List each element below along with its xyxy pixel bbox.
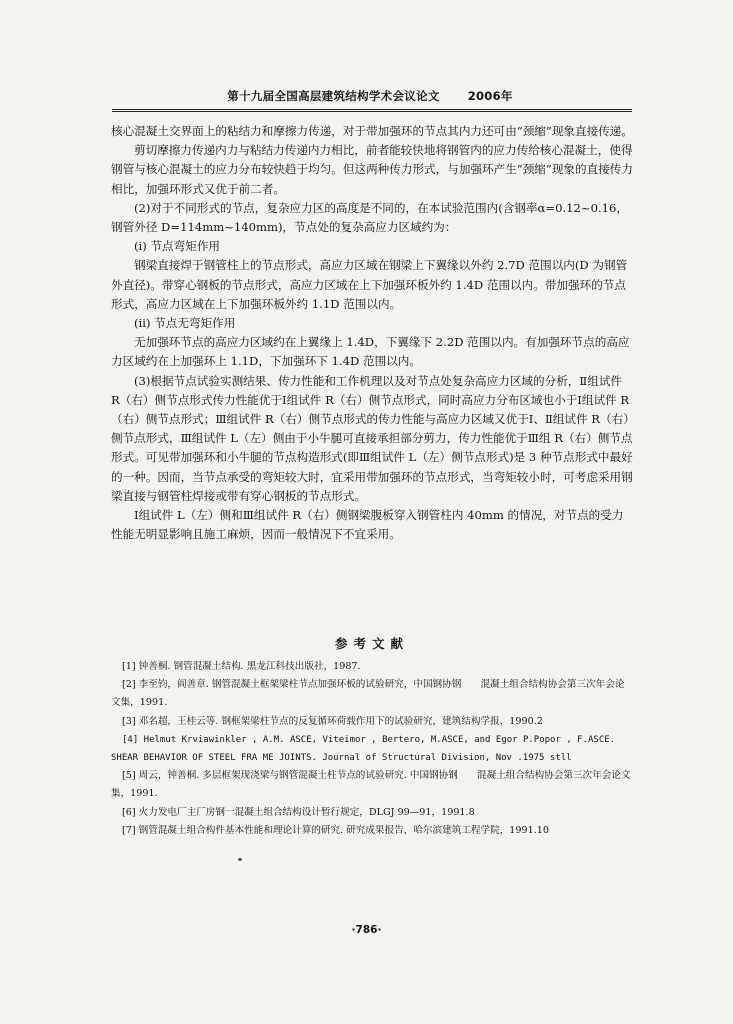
reference-item: [3] 邓名超，王桂云等. 钢框架梁柱节点的反复循环荷载作用下的试验研究，建筑结构学报，1990.2: [122, 715, 543, 727]
references-title: 参考文献: [334, 636, 409, 651]
subsection-heading: (ii) 节点无弯矩作用: [134, 316, 236, 331]
page-number: ·786·: [351, 924, 382, 936]
header-year: 2006年: [467, 89, 513, 103]
paragraph: 钢梁直接焊于钢管柱上的节点形式，高应力区域在钢梁上下翼缘以外约 2.7D 范围以内(D 为钢管外直径)。带穿心钢板的节点形式，高应力区域在上下加强环板外约 1.4D 范围以内。带加强环的节点形式，高应力区域在上下加强环板外约 1.1D 范围以内。: [111, 258, 628, 311]
body-text: [111, 122, 633, 544]
paragraph: (2)对于不同形式的节点，复杂应力区的高度是不同的，在本试验范围内(含钢率α=0.12~0.16，钢管外径 D=114mm~140mm)，节点处的复杂高应力区域约为：: [111, 200, 629, 235]
paragraph: 剪切摩擦力传递内力与粘结力传递内力相比，前者能较快地将钢管内的应力传给核心混凝土，使得钢管与核心混凝土的应力分布较快趋于均匀。但这两种传力形式，与加强环产生“颈缩”现象的直接传力相比，加强环形式又优于前二者。: [111, 143, 633, 196]
reference-item: [6] 火力发电厂主厂房钢一混凝土组合结构设计暂行规定，DLGJ 99—91，1991.8: [122, 806, 475, 818]
reference-item: [7] 钢管混凝土组合构件基本性能和理论计算的研究. 研究成果报告，哈尔滨建筑工程学院，1991.10: [122, 824, 549, 836]
paragraph: Ⅰ组试件 L（左）侧和Ⅲ组试件 R（右）侧钢梁腹板穿入钢管柱内 40mm 的情况，对节点的受力性能无明显影响且施工麻烦，因而一般情况下不宜采用。: [111, 508, 624, 542]
paragraph: 无加强环节点的高应力区域约在上翼缘上 1.4D，下翼缘下 2.2D 范围以内。有加强环节点的高应力区域约在上加强环上 1.1D，下加强环下 1.4D 范围以内。: [111, 335, 630, 369]
running-header: [112, 88, 628, 104]
scan-speck: [238, 858, 242, 861]
reference-item: [4] Helmut Krviawinkler , A.M. ASCE, Viteimor , Bertero, M.ASCE, and Egor P.Popor , F.ASCE. SHEAR BEHAVIOR OF STEEL FRA ME JOINTS. Journal of Structural Division, Nov .1975 stll: [111, 734, 616, 764]
reference-item: [2] 李至钧，阎善章. 钢管混凝土框架梁柱节点加强环板的试验研究，中国钢协钢 混凝土组合结构协会第三次年会论文集，1991.: [111, 679, 625, 709]
header-rule: [112, 109, 632, 112]
paragraph: 核心混凝土交界面上的粘结力和摩擦力传递，对于带加强环的节点其内力还可由“颈缩”现象直接传递。: [111, 124, 633, 138]
reference-list: [111, 658, 633, 840]
conference-title: 第十九届全国高层建筑结构学术会议论文: [227, 89, 440, 103]
reference-item: [1] 钟善桐. 钢管混凝土结构. 黑龙江科技出版社，1987.: [122, 661, 361, 672]
subsection-heading: (i) 节点弯矩作用: [134, 239, 221, 254]
paragraph: (3)根据节点试验实测结果、传力性能和工作机理以及对节点处复杂高应力区域的分析，Ⅱ组试件 R（右）侧节点形式传力性能优于Ⅰ组试件 R（右）侧节点形式，同时高应力分布区域也小于Ⅰ组试件 R（右）侧节点形式；Ⅲ组试件 R（右）侧节点形式的传力性能与高应力区域又优于Ⅰ、Ⅱ组试件 R（右）侧节点形式，Ⅲ组试件 L（左）侧由于小牛腿可直接承担部分剪力，传力性能优于Ⅲ组 R（右）侧节点形式。可见带加强环和小牛腿的节点构造形式(即Ⅲ组试件 L（左）侧节点形式)是 3 种节点形式中最好的一种。因而，当节点承受的弯矩较大时，宜采用带加强环的节点形式，当弯矩较小时，可考虑采用钢梁直接与钢管柱焊接或带有穿心钢板的节点形式。: [111, 373, 633, 503]
reference-item: [5] 周云，钟善桐. 多层框架现浇梁与钢管混凝土柱节点的试验研究. 中国钢协钢 混凝土组合结构协会第三次年会论文集，1991.: [111, 770, 631, 800]
